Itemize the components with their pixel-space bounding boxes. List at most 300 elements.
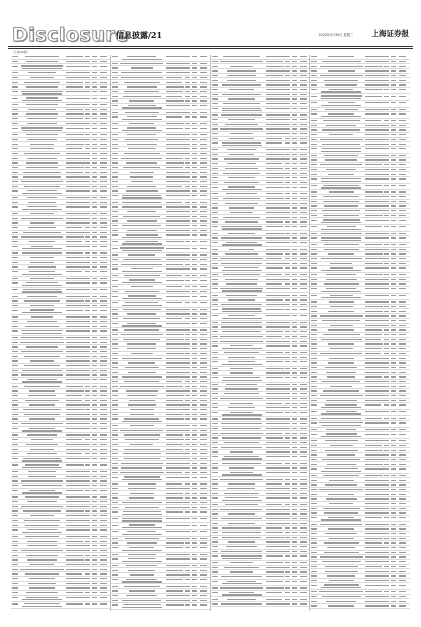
- table-cell: [12, 186, 18, 187]
- table-cell: [384, 109, 389, 110]
- table-cell: [185, 511, 190, 512]
- table-cell: [329, 538, 354, 539]
- table-cell: [200, 554, 207, 555]
- table-cell: [285, 541, 290, 542]
- table-cell: [192, 296, 197, 297]
- table-cell: [112, 444, 118, 445]
- table-cell: [384, 320, 389, 321]
- table-cell: [166, 259, 187, 260]
- table-cell: [292, 233, 297, 234]
- table-cell: [311, 164, 317, 165]
- table-cell: [300, 447, 307, 448]
- table-cell: [100, 395, 107, 396]
- table-cell: [266, 463, 283, 464]
- table-cell: [266, 253, 283, 254]
- table-cell: [12, 356, 18, 357]
- table-cell: [391, 244, 396, 245]
- table-cell: [224, 393, 259, 394]
- table-cell: [166, 176, 185, 177]
- table-cell: [85, 587, 90, 588]
- table-cell: [399, 601, 406, 602]
- table-cell: [25, 56, 59, 57]
- table-cell: [391, 329, 396, 330]
- table-cell: [12, 109, 18, 110]
- table-cell: [365, 205, 385, 206]
- table-cell: [100, 541, 107, 542]
- table-cell: [384, 329, 389, 330]
- table-cell: [399, 580, 406, 581]
- table-cell: [192, 220, 197, 221]
- table-cell: [384, 169, 389, 170]
- table-cell: [127, 116, 157, 117]
- table-cell: [326, 601, 356, 602]
- table-cell: [185, 348, 190, 349]
- table-cell: [391, 400, 396, 401]
- table-cell: [327, 454, 355, 455]
- table-cell: [322, 61, 361, 62]
- table-cell: [399, 274, 406, 275]
- table-cell: [66, 236, 84, 237]
- table-cell: [384, 542, 389, 543]
- table-cell: [285, 546, 290, 547]
- table-cell: [121, 467, 162, 468]
- table-cell: [12, 439, 18, 440]
- table-cell: [328, 605, 354, 606]
- table-cell: [212, 388, 218, 389]
- table-cell: [384, 102, 389, 103]
- table-cell: [28, 202, 56, 203]
- table-cell: [12, 351, 18, 352]
- table-cell: [311, 191, 317, 192]
- table-cell: [166, 339, 184, 340]
- table-cell: [384, 267, 389, 268]
- table-cell: [399, 404, 406, 405]
- table-cell: [92, 404, 97, 405]
- table-cell: [22, 599, 62, 600]
- table-cell: [27, 434, 58, 435]
- table-cell: [12, 379, 18, 380]
- table-row: [310, 287, 410, 294]
- table-cell: [100, 444, 107, 445]
- table-cell: [320, 395, 363, 396]
- table-cell: [12, 428, 18, 429]
- table-cell: [200, 390, 207, 391]
- table-cell: [384, 279, 389, 280]
- table-cell: [12, 390, 18, 391]
- table-row: [211, 344, 310, 351]
- table-row: [310, 184, 410, 191]
- table-cell: [27, 158, 56, 159]
- table-row: [11, 463, 110, 470]
- table-cell: [166, 77, 182, 78]
- table-cell: [311, 580, 317, 581]
- table-cell: [128, 148, 156, 149]
- table-cell: [266, 187, 284, 188]
- table-cell: [185, 381, 190, 382]
- table-cell: [399, 210, 406, 211]
- table-cell: [300, 226, 307, 227]
- table-cell: [192, 323, 197, 324]
- table-cell: [222, 108, 261, 109]
- table-cell: [66, 583, 86, 584]
- table-cell: [285, 119, 290, 120]
- table-cell: [126, 390, 158, 391]
- table-cell: [22, 193, 62, 194]
- table-cell: [85, 496, 90, 497]
- table-cell: [122, 518, 162, 519]
- table-cell: [384, 134, 389, 135]
- table-cell: [225, 203, 258, 204]
- table-cell: [399, 400, 406, 401]
- table-cell: [212, 331, 218, 332]
- table-cell: [30, 305, 54, 306]
- table-cell: [100, 134, 107, 135]
- table-cell: [192, 525, 197, 526]
- table-cell: [92, 458, 97, 459]
- table-cell: [326, 288, 356, 289]
- table-cell: [24, 365, 60, 366]
- table-cell: [212, 237, 218, 238]
- table-cell: [112, 418, 118, 419]
- table-cell: [100, 471, 107, 472]
- table-cell: [292, 442, 297, 443]
- table-cell: [166, 554, 187, 555]
- table-row: [211, 580, 310, 587]
- table-cell: [31, 316, 54, 317]
- table-cell: [166, 444, 183, 445]
- table-cell: [384, 113, 389, 114]
- table-cell: [21, 236, 62, 237]
- table-cell: [212, 279, 218, 280]
- table-cell: [200, 181, 207, 182]
- table-cell: [292, 299, 297, 300]
- table-cell: [285, 377, 290, 378]
- table-cell: [200, 77, 207, 78]
- table-cell: [166, 547, 183, 548]
- table-cell: [100, 153, 107, 154]
- table-cell: [292, 532, 297, 533]
- table-cell: [323, 201, 359, 202]
- table-cell: [399, 258, 406, 259]
- table-row: [111, 523, 210, 530]
- table-cell: [85, 400, 90, 401]
- table-cell: [222, 500, 262, 501]
- table-cell: [212, 258, 218, 259]
- table-cell: [391, 258, 396, 259]
- table-cell: [12, 409, 18, 410]
- table-cell: [12, 515, 18, 516]
- table-cell: [311, 484, 317, 485]
- table-cell: [365, 459, 384, 460]
- table-cell: [300, 384, 307, 385]
- table-cell: [300, 84, 307, 85]
- table-cell: [266, 603, 286, 604]
- table-cell: [311, 220, 317, 221]
- table-cell: [311, 528, 317, 529]
- table-cell: [112, 123, 118, 124]
- table-cell: [122, 119, 162, 120]
- table-cell: [200, 286, 207, 287]
- table-cell: [384, 120, 389, 121]
- table-cell: [12, 592, 18, 593]
- table-cell: [66, 550, 86, 551]
- table-cell: [185, 139, 190, 140]
- table-cell: [100, 485, 107, 486]
- table-cell: [12, 458, 18, 459]
- table-cell: [92, 559, 97, 560]
- table-cell: [112, 472, 118, 473]
- table-cell: [285, 203, 290, 204]
- table-cell: [124, 381, 159, 382]
- table-cell: [300, 193, 307, 194]
- table-cell: [100, 342, 107, 343]
- table-cell: [285, 258, 290, 259]
- table-cell: [92, 236, 97, 237]
- table-row: [11, 602, 110, 609]
- table-cell: [192, 453, 197, 454]
- table-cell: [85, 232, 90, 233]
- table-cell: [29, 271, 55, 272]
- table-cell: [29, 578, 54, 579]
- table-cell: [311, 343, 317, 344]
- table-cell: [112, 595, 118, 596]
- table-cell: [112, 105, 118, 106]
- table-cell: [166, 190, 186, 191]
- table-cell: [192, 600, 197, 601]
- table-cell: [221, 114, 261, 115]
- table-cell: [399, 429, 406, 430]
- table-cell: [399, 503, 406, 504]
- table-cell: [66, 113, 84, 114]
- table-cell: [266, 163, 282, 164]
- table-row: [310, 410, 410, 417]
- table-cell: [22, 606, 62, 607]
- table-cell: [221, 603, 262, 604]
- table-cell: [85, 555, 90, 556]
- table-cell: [66, 541, 83, 542]
- table-cell: [112, 329, 118, 330]
- table-cell: [192, 144, 197, 145]
- table-cell: [326, 429, 356, 430]
- table-cell: [324, 249, 359, 250]
- table-cell: [391, 429, 396, 430]
- table-cell: [212, 103, 218, 104]
- table-cell: [85, 597, 90, 598]
- table-cell: [85, 370, 90, 371]
- table-cell: [365, 445, 381, 446]
- table-cell: [292, 418, 297, 419]
- table-cell: [100, 515, 107, 516]
- table-cell: [365, 348, 381, 349]
- table-cell: [391, 311, 396, 312]
- table-cell: [399, 84, 406, 85]
- table-cell: [292, 304, 297, 305]
- table-cell: [285, 527, 290, 528]
- table-cell: [399, 61, 406, 62]
- table-cell: [311, 113, 317, 114]
- table-cell: [300, 493, 307, 494]
- table-cell: [311, 339, 317, 340]
- table-cell: [321, 418, 361, 419]
- table-cell: [29, 241, 55, 242]
- table-cell: [311, 169, 317, 170]
- table-cell: [166, 116, 183, 117]
- table-cell: [320, 139, 363, 140]
- table-cell: [311, 283, 317, 284]
- table-cell: [100, 418, 107, 419]
- table-cell: [266, 103, 286, 104]
- table-cell: [292, 221, 297, 222]
- table-cell: [311, 233, 317, 234]
- table-cell: [166, 211, 185, 212]
- table-cell: [92, 91, 97, 92]
- table-cell: [285, 309, 290, 310]
- table-cell: [292, 237, 297, 238]
- table-cell: [112, 531, 118, 532]
- table-cell: [311, 279, 317, 280]
- table-cell: [228, 407, 255, 408]
- table-cell: [92, 496, 97, 497]
- table-cell: [92, 144, 97, 145]
- table-cell: [292, 488, 297, 489]
- table-cell: [85, 559, 90, 560]
- table-cell: [384, 249, 389, 250]
- table-cell: [399, 129, 406, 130]
- table-cell: [221, 226, 262, 227]
- table-row: [111, 475, 210, 482]
- table-cell: [399, 498, 406, 499]
- table-cell: [12, 360, 18, 361]
- table-cell: [66, 172, 83, 173]
- table-cell: [112, 280, 118, 281]
- table-cell: [92, 386, 97, 387]
- table-cell: [24, 414, 59, 415]
- table-cell: [365, 226, 382, 227]
- newspaper-name: 上海证券报: [371, 29, 409, 38]
- table-cell: [166, 275, 182, 276]
- table-cell: [85, 569, 90, 570]
- table-cell: [292, 523, 297, 524]
- table-cell: [212, 357, 218, 358]
- table-cell: [212, 509, 218, 510]
- table-cell: [66, 56, 83, 57]
- table-row: [310, 94, 410, 101]
- table-cell: [285, 158, 290, 159]
- table-cell: [399, 480, 406, 481]
- table-cell: [223, 56, 259, 57]
- table-cell: [391, 56, 396, 57]
- table-cell: [12, 190, 18, 191]
- table-cell: [212, 149, 218, 150]
- table-cell: [391, 306, 396, 307]
- table-cell: [292, 267, 297, 268]
- table-cell: [12, 464, 18, 465]
- table-cell: [92, 300, 97, 301]
- table-cell: [92, 66, 97, 67]
- table-cell: [112, 172, 118, 173]
- table-cell: [200, 558, 207, 559]
- table-cell: [23, 172, 61, 173]
- table-cell: [185, 302, 190, 303]
- table-cell: [292, 513, 297, 514]
- table-cell: [200, 439, 207, 440]
- table-cell: [66, 434, 86, 435]
- table-cell: [200, 565, 207, 566]
- table-cell: [192, 547, 197, 548]
- table-cell: [228, 523, 255, 524]
- table-cell: [399, 358, 406, 359]
- table-row: [11, 64, 110, 71]
- table-cell: [399, 418, 406, 419]
- table-cell: [12, 222, 18, 223]
- table-cell: [212, 249, 218, 250]
- table-cell: [285, 142, 290, 143]
- table-cell: [192, 595, 197, 596]
- table-cell: [185, 472, 190, 473]
- table-cell: [92, 213, 97, 214]
- table-column: [111, 55, 211, 611]
- table-cell: [222, 84, 261, 85]
- table-cell: [112, 211, 118, 212]
- table-cell: [322, 381, 360, 382]
- table-cell: [321, 151, 361, 152]
- table-cell: [292, 398, 297, 399]
- table-cell: [166, 386, 183, 387]
- table-cell: [31, 246, 53, 247]
- table-cell: [365, 484, 384, 485]
- table-cell: [185, 439, 190, 440]
- table-cell: [311, 480, 317, 481]
- table-cell: [192, 167, 197, 168]
- table-cell: [185, 574, 190, 575]
- table-cell: [285, 562, 290, 563]
- table-cell: [131, 268, 153, 269]
- table-cell: [128, 558, 155, 559]
- table-cell: [124, 449, 160, 450]
- table-row: [310, 88, 410, 95]
- table-cell: [200, 507, 207, 508]
- table-cell: [166, 395, 184, 396]
- table-cell: [100, 592, 107, 593]
- table-cell: [22, 370, 61, 371]
- table-cell: [399, 215, 406, 216]
- table-cell: [92, 109, 97, 110]
- table-cell: [112, 100, 118, 101]
- table-cell: [92, 337, 97, 338]
- table-cell: [321, 222, 361, 223]
- table-cell: [12, 296, 18, 297]
- table-cell: [66, 386, 83, 387]
- table-cell: [365, 89, 382, 90]
- table-cell: [85, 305, 90, 306]
- table-row: [310, 225, 410, 232]
- table-cell: [226, 283, 257, 284]
- table-cell: [225, 221, 258, 222]
- table-cell: [66, 578, 86, 579]
- table-cell: [185, 353, 190, 354]
- table-cell: [192, 570, 197, 571]
- table-cell: [311, 434, 317, 435]
- table-cell: [185, 467, 190, 468]
- table-cell: [399, 459, 406, 460]
- table-cell: [365, 343, 382, 344]
- table-cell: [123, 309, 161, 310]
- table-cell: [311, 454, 317, 455]
- table-cell: [300, 555, 307, 556]
- table-cell: [85, 148, 90, 149]
- table-cell: [399, 325, 406, 326]
- table-cell: [285, 368, 290, 369]
